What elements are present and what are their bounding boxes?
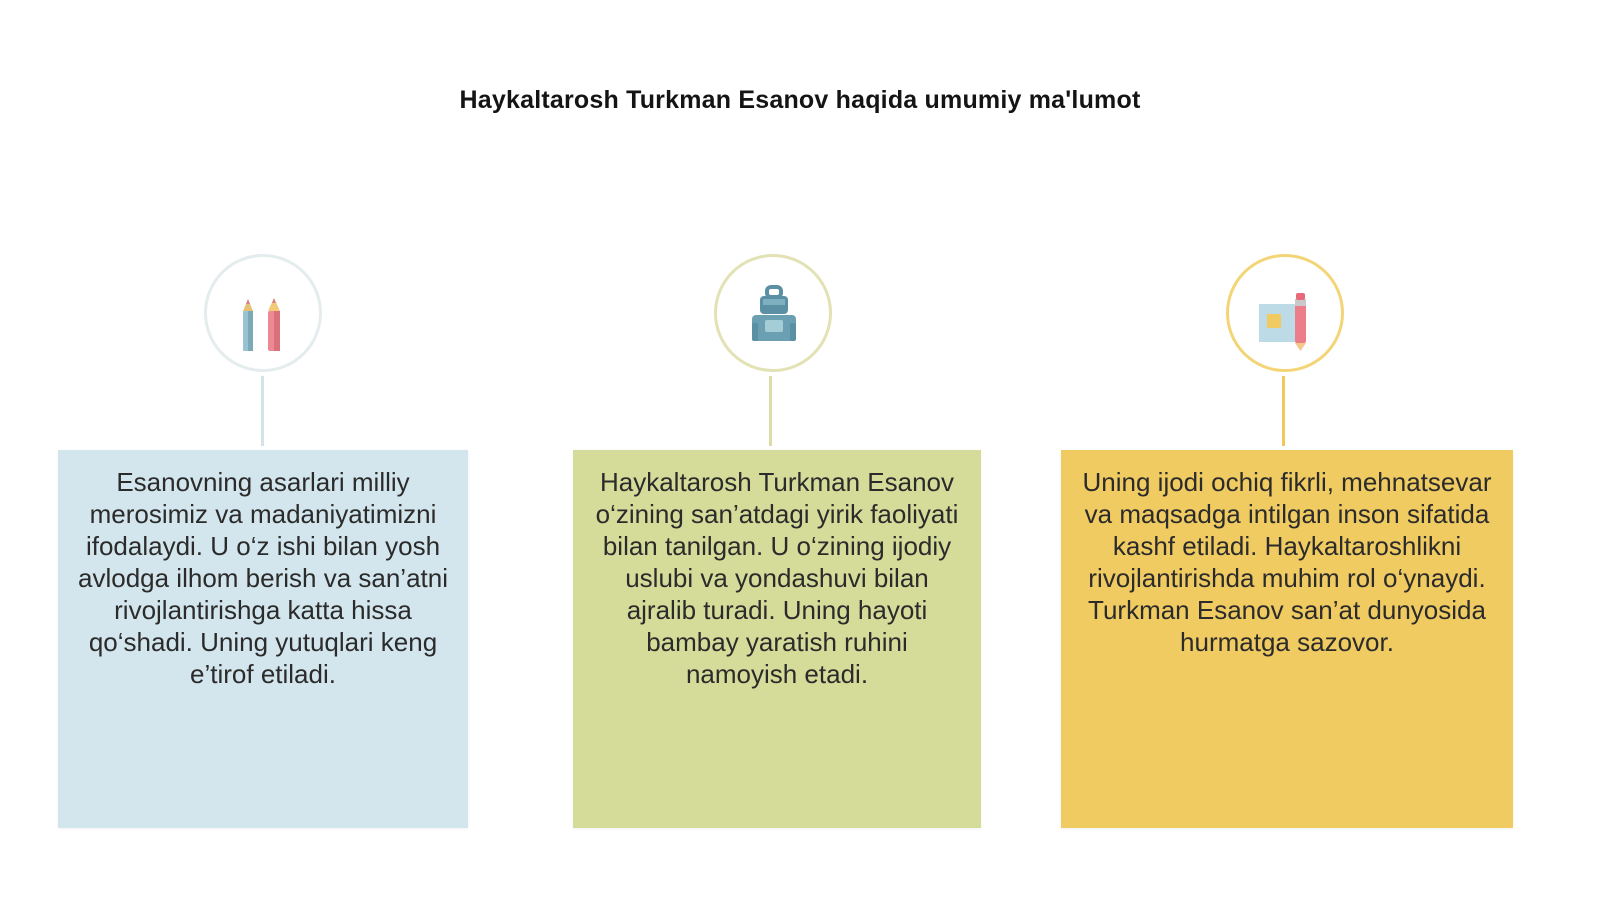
info-column-3 — [1061, 254, 1513, 828]
connector-line-3 — [1282, 376, 1285, 446]
icon-ring-2 — [714, 254, 832, 372]
info-card-2: Haykaltarosh Turkman Esanov o‘zining san’atdagi yirik faoliyati bilan tanilgan. U o‘zining ijodiy uslubi va yondashuvi bilan ajralib turadi. Uning hayoti bambay yaratish ruhini namoyish etadi. — [573, 450, 981, 828]
icon-ring-1 — [204, 254, 322, 372]
info-card-1: Esanovning asarlari milliy merosimiz va madaniyatimizni ifodalaydi. U o‘z ishi bilan yosh avlodga ilhom berish va san’atni rivojlantirishga katta hissa qo‘shadi. Uning yutuqlari keng e’tirof etiladi. — [58, 450, 468, 828]
page-title: Haykaltarosh Turkman Esanov haqida umumiy ma'lumot — [459, 86, 1141, 114]
info-column-2 — [573, 254, 981, 828]
info-card-3: Uning ijodi ochiq fikrli, mehnatsevar va maqsadga intilgan inson sifatida kashf etiladi. Haykaltaroshlikni rivojlantirishda muhim rol o‘ynaydi. Turkman Esanov san’at dunyosida hurmatga sazovor. — [1061, 450, 1513, 828]
info-column-1 — [58, 254, 468, 828]
connector-line-1 — [261, 376, 264, 446]
icon-ring-3 — [1226, 254, 1344, 372]
connector-line-2 — [769, 376, 772, 446]
